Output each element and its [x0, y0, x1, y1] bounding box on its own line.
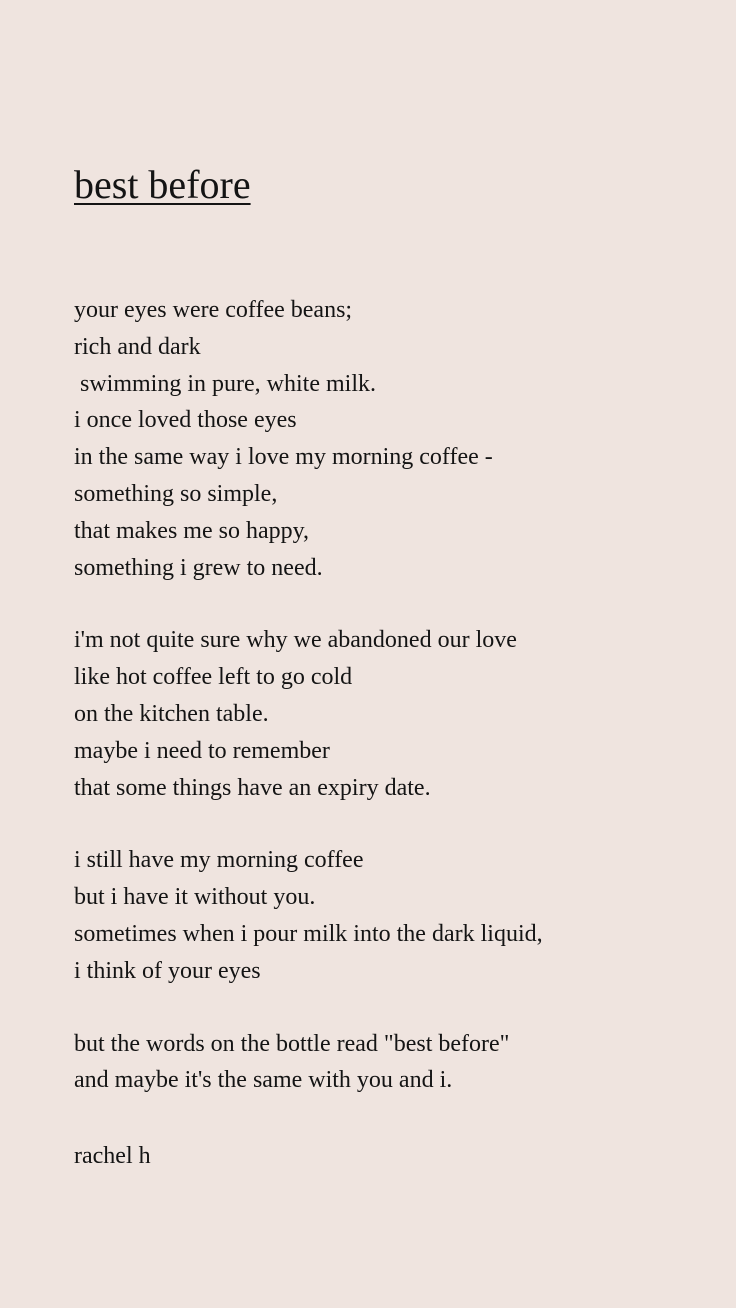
- stanza-2: [74, 622, 714, 806]
- poem-body: [74, 292, 714, 1135]
- poem-line: and maybe it's the same with you and i.: [74, 1067, 453, 1094]
- poem-line: like hot coffee left to go cold: [74, 664, 353, 691]
- poem-line: something so simple,: [74, 480, 278, 507]
- poem-line: your eyes were coffee beans;: [74, 297, 353, 323]
- poem-line: rich and dark: [74, 333, 201, 360]
- poem-line: that some things have an expiry date.: [74, 774, 431, 801]
- poem-line: maybe i need to remember: [74, 737, 330, 764]
- stanza-4: [74, 1026, 714, 1100]
- poem-line: i once loved those eyes: [74, 407, 297, 434]
- author-signature: rachel h: [74, 1143, 151, 1169]
- poem-line: sometimes when i pour milk into the dark liquid,: [74, 920, 543, 947]
- poem-line: in the same way i love my morning coffee -: [74, 444, 493, 471]
- stanza-3: [74, 842, 714, 989]
- stanza-1: [74, 292, 714, 586]
- poem-line: something i grew to need.: [74, 554, 323, 581]
- poem-title: best before: [74, 162, 251, 207]
- poem-line: i still have my morning coffee: [74, 847, 364, 874]
- poem-line: but i have it without you.: [74, 884, 316, 911]
- poem-line: i'm not quite sure why we abandoned our love: [74, 627, 517, 654]
- poem-line: i think of your eyes: [74, 957, 261, 984]
- poem-line: swimming in pure, white milk.: [74, 370, 376, 397]
- poem-line: that makes me so happy,: [74, 517, 310, 544]
- poem-line: but the words on the bottle read "best before": [74, 1030, 510, 1057]
- poem-line: on the kitchen table.: [74, 700, 269, 727]
